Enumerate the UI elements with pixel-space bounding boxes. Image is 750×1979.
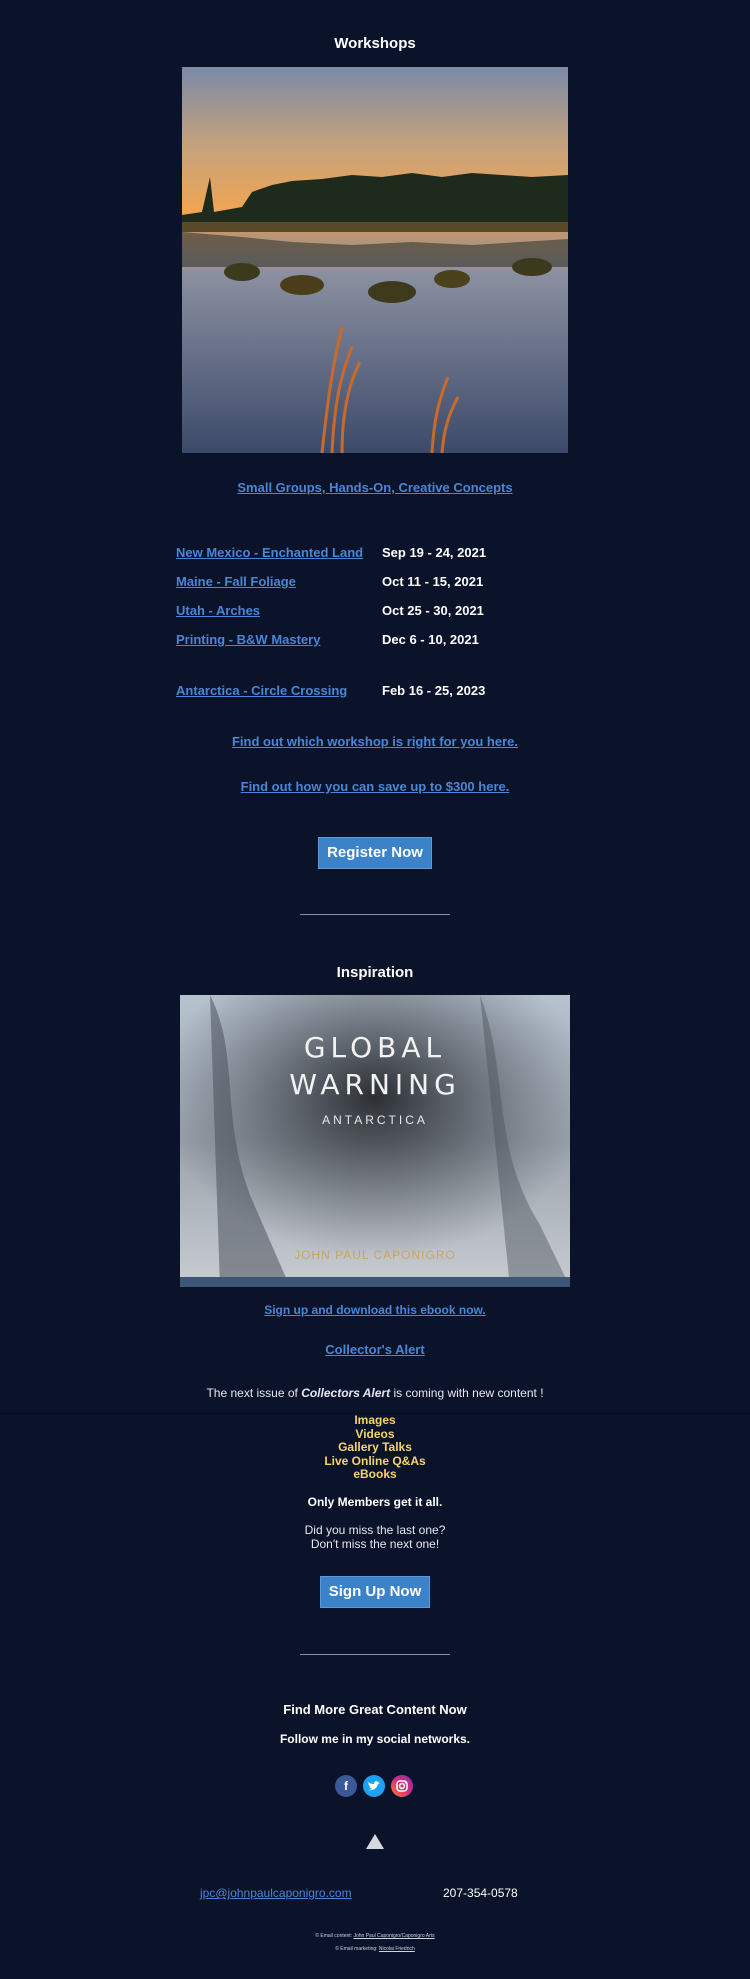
workshop-link-maine[interactable]: Maine - Fall Foliage xyxy=(176,574,296,589)
workshops-tagline-link[interactable]: Small Groups, Hands-On, Creative Concepts xyxy=(237,480,513,495)
find-workshop-link[interactable]: Find out which workshop is right for you here. xyxy=(231,734,518,749)
benefit-item: Images xyxy=(354,1413,396,1427)
credit-content xyxy=(0,1933,750,1939)
collectors-alert-link[interactable]: Collector's Alert xyxy=(325,1342,425,1357)
credit-marketing-link[interactable]: Nicolai Friedrich xyxy=(378,1946,415,1952)
instagram-icon[interactable] xyxy=(391,1775,413,1797)
collectors-intro-prefix: The next issue of xyxy=(206,1386,298,1400)
inspiration-title: Inspiration xyxy=(336,964,414,981)
twitter-icon[interactable] xyxy=(363,1775,385,1797)
collectors-intro-emphasis: Collectors Alert xyxy=(301,1386,391,1400)
section-divider xyxy=(300,1654,450,1655)
members-text: Only Members get it all. xyxy=(307,1495,443,1509)
miss-last-text: Did you miss the last one? xyxy=(304,1523,446,1537)
workshop-link-antarctica[interactable]: Antarctica - Circle Crossing xyxy=(176,683,348,698)
benefit-item: Live Online Q&As xyxy=(324,1453,426,1468)
ebook-subtitle: ANTARCTICA xyxy=(322,1113,428,1127)
sign-up-now-button[interactable]: Sign Up Now xyxy=(320,1576,430,1608)
workshop-link-utah[interactable]: Utah - Arches xyxy=(176,603,261,618)
logo-icon xyxy=(360,1812,390,1852)
benefit-item: eBooks xyxy=(353,1467,397,1481)
follow-text: Follow me in my social networks. xyxy=(279,1732,471,1746)
workshop-landscape-image[interactable] xyxy=(182,67,568,453)
workshop-date-utah: Oct 25 - 30, 2021 xyxy=(382,603,484,618)
email-link[interactable]: jpc@johnpaulcaponigro.com xyxy=(200,1886,352,1900)
credit-marketing xyxy=(0,1946,750,1952)
miss-next-text: Don't miss the next one! xyxy=(310,1537,440,1551)
collectors-benefits-list xyxy=(0,1414,750,1482)
footer-title: Find More Great Content Now xyxy=(283,1702,467,1717)
ebook-title-line2: WARNING xyxy=(289,1068,461,1101)
credit-content-prefix: © Email content: xyxy=(315,1933,353,1939)
ebook-title-line1: GLOBAL xyxy=(303,1031,447,1064)
workshop-date-printing: Dec 6 - 10, 2021 xyxy=(382,632,479,647)
credit-content-link[interactable]: John Paul Caponigro/Caponigro Arts xyxy=(353,1933,435,1939)
workshop-link-new-mexico[interactable]: New Mexico - Enchanted Land xyxy=(176,545,364,560)
workshops-title: Workshops xyxy=(334,35,416,52)
facebook-icon[interactable]: f xyxy=(335,1775,357,1797)
download-ebook-link[interactable]: Sign up and download this ebook now. xyxy=(264,1303,486,1317)
ebook-author: JOHN PAUL CAPONIGRO xyxy=(294,1248,456,1262)
workshop-date-maine: Oct 11 - 15, 2021 xyxy=(382,574,484,589)
collectors-intro-suffix: is coming with new content ! xyxy=(393,1386,544,1400)
collectors-intro xyxy=(0,1386,750,1400)
workshop-date-antarctica: Feb 16 - 25, 2023 xyxy=(382,683,486,698)
workshop-link-printing[interactable]: Printing - B&W Mastery xyxy=(176,632,321,647)
save-money-link[interactable]: Find out how you can save up to $300 here. xyxy=(240,779,510,794)
benefit-item: Gallery Talks xyxy=(338,1440,412,1454)
register-now-button[interactable]: Register Now xyxy=(318,837,432,869)
phone-number: 207-354-0578 xyxy=(443,1886,518,1900)
ebook-cover-image[interactable] xyxy=(180,995,570,1287)
workshop-date-new-mexico: Sep 19 - 24, 2021 xyxy=(382,545,487,560)
credit-marketing-prefix: © Email marketing: xyxy=(335,1946,378,1952)
benefit-item: Videos xyxy=(355,1426,395,1441)
section-divider xyxy=(300,914,450,915)
